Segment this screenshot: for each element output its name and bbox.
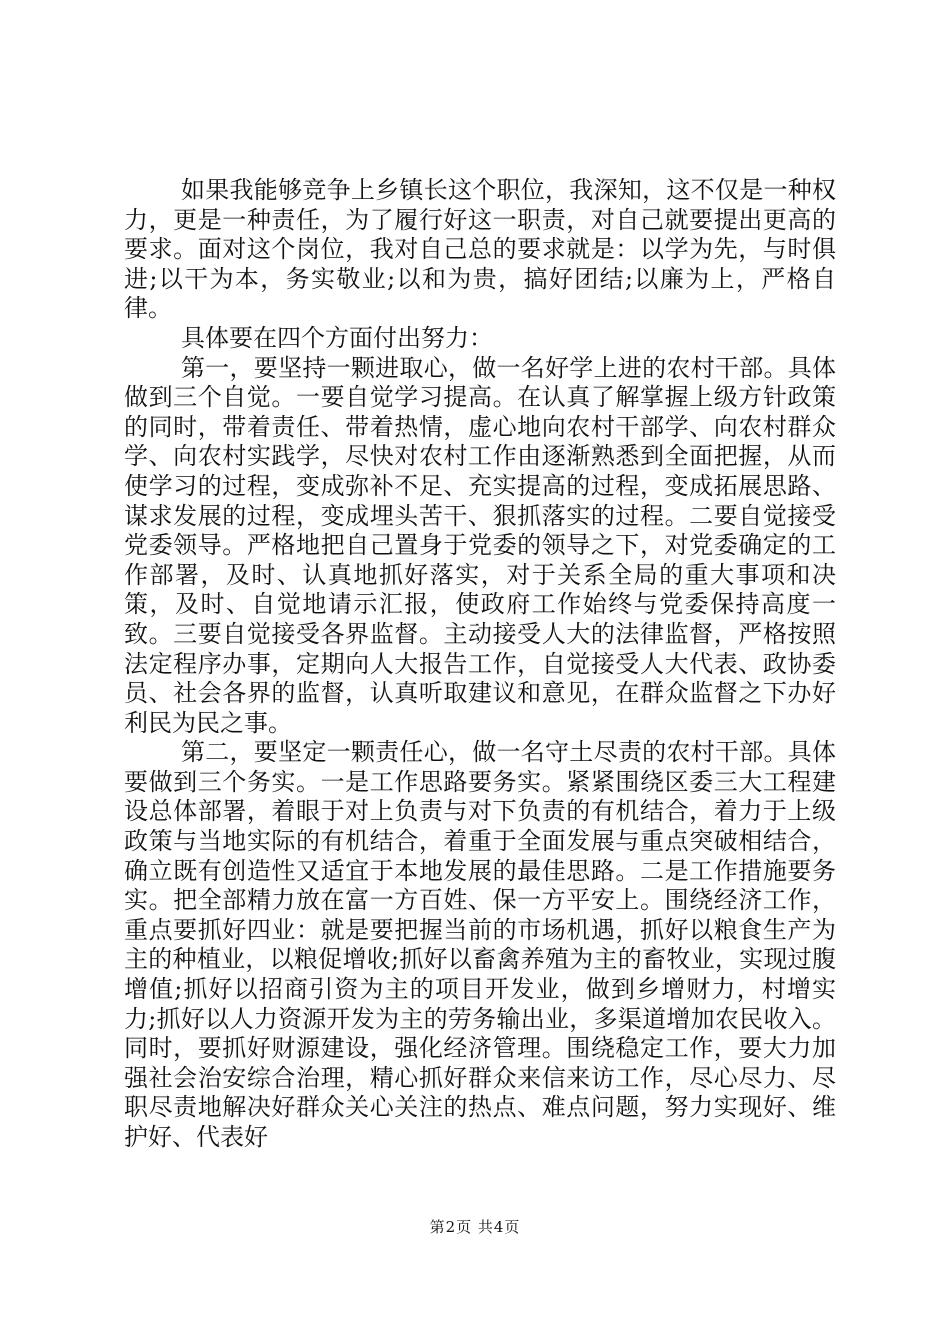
paragraph-first-point: 第一，要坚持一颗进取心，做一名好学上进的农村干部。具体做到三个自觉。一要自觉学习提高。在认真了解掌握上级方针政策的同时，带着责任、带着热情，虚心地向农村干部学、向农村群众学、向农村实践学，尽快对农村工作由逐渐熟悉到全面把握，从而使学习的过程，变成弥补不足、充实提高的过程，变成拓展思路、谋求发展的过程，变成埋头苦干、狠抓落实的过程。二要自觉接受党委领导。严格地把自己置身于党委的领导之下，对党委确定的工作部署，及时、认真地抓好落实，对于关系全局的重大事项和决策，及时、自觉地请示汇报，使政府工作始终与党委保持高度一致。三要自觉接受各界监督。主动接受人大的法律监督，严格按照法定程序办事，定期向人大报告工作，自觉接受人大代表、政协委员、社会各界的监督，认真听取建议和意见，在群众监督之下办好利民为民之事。 — [124, 353, 836, 737]
page-footer: 第2页 共4页 — [429, 1218, 521, 1236]
paragraph-second-point: 第二，要坚定一颗责任心，做一名守土尽责的农村干部。具体要做到三个务实。一是工作思路要务实。紧紧围绕区委三大工程建设总体部署，着眼于对上负责与对下负责的有机结合，着力于上级政策与当地实际的有机结合，着重于全面发展与重点突破相结合，确立既有创造性又适宜于本地发展的最佳思路。二是工作措施要务实。把全部精力放在富一方百姓、保一方平安上。围绕经济工作，重点要抓好四业：就是要把握当前的市场机遇，抓好以粮食生产为主的种植业，以粮促增收;抓好以畜禽养殖为主的畜牧业，实现过腹增值;抓好以招商引资为主的项目开发业，做到乡增财力，村增实力;抓好以人力资源开发为主的劳务输出业，多渠道增加农民收入。同时，要抓好财源建设，强化经济管理。围绕稳定工作，要大力加强社会治安综合治理，精心抓好群众来信来访工作，尽心尽力、尽职尽责地解决好群众关心关注的热点、难点问题，努力实现好、维护好、代表好 — [124, 738, 836, 1151]
paragraph-intro: 如果我能够竞争上乡镇长这个职位，我深知，这不仅是一种权力，更是一种责任，为了履行好这一职责，对自己就要提出更高的要求。面对这个岗位，我对自己总的要求就是：以学为先，与时俱进;以干为本，务实敬业;以和为贵，搞好团结;以廉为上，严格自律。 — [124, 176, 836, 323]
document-body — [124, 176, 836, 1153]
paragraph-efforts-heading: 具体要在四个方面付出努力： — [181, 323, 493, 352]
